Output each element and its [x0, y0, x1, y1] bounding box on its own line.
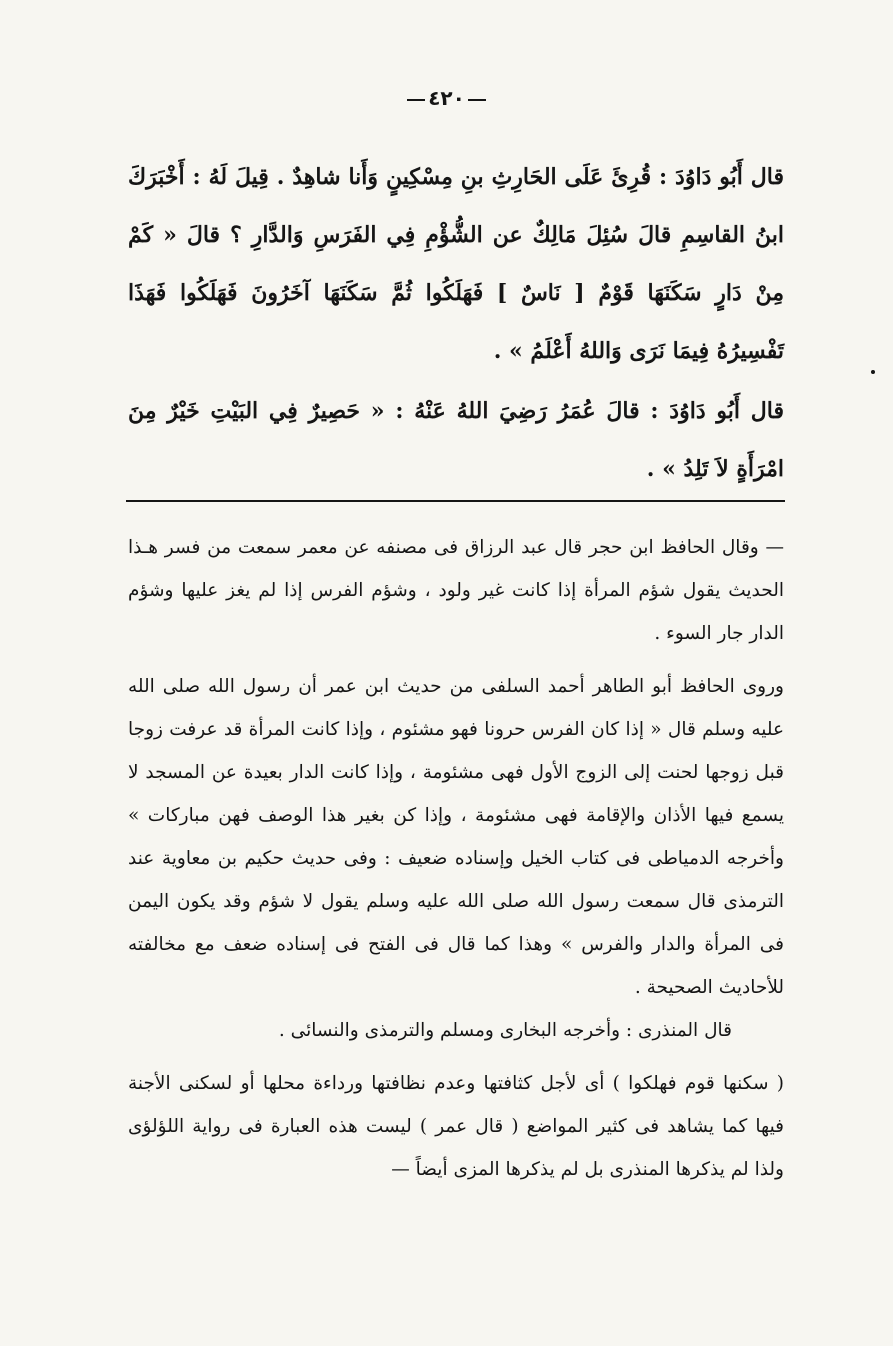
main-paragraph-2: قال أَبُو دَاوُدَ : قالَ عُمَرُ رَضِيَ اللهُ عَنْهُ : « حَصِيرٌ فِي البَيْتِ خَيْرٌ مِنَ امْرَأَةٍ لاَ تَلِدُ » .	[128, 398, 784, 482]
main-text	[128, 148, 784, 498]
page-number-dash-left	[407, 99, 425, 101]
commentary-paragraph-3: قال المنذرى : وأخرجه البخارى ومسلم والترمذى والنسائى .	[278, 1020, 732, 1041]
footnote-divider	[126, 500, 785, 502]
commentary-text	[128, 526, 784, 1191]
page-number	[0, 86, 893, 110]
commentary-paragraph-1: — وقال الحافظ ابن حجر قال عبد الرزاق فى مصنفه عن معمر سمعت من فسر هـذا الحديث يقول شؤم المرأة إذا كانت غير ولود ، وشؤم الفرس إذا لم يغز عليها وشؤم الدار جار السوء .	[128, 537, 784, 644]
commentary-paragraph-2: وروى الحافظ أبو الطاهر أحمد السلفى من حديث ابن عمر أن رسول الله صلى الله عليه وسلم قال « إذا كان الفرس حرونا فهو مشئوم ، وإذا كانت المرأة قد عرفت زوجا قبل زوجها لحنت إلى الزوج الأول فهى مشئومة ، وإذا كانت الدار بعيدة عن المسجد لا يسمع فيها الأذان والإقامة فهى مشئومة ، وإذا كن بغير هذا الوصف فهن مباركات » وأخرجه الدمياطى فى كتاب الخيل وإسناده ضعيف : وفى حديث حكيم بن معاوية عند الترمذى قال سمعت رسول الله صلى الله عليه وسلم يقول لا شؤم وقد يكون اليمن فى المرأة والدار والفرس » وهذا كما قال فى الفتح فى إسناده ضعف مع مخالفته للأحاديث الصحيحة .	[128, 676, 784, 998]
main-paragraph-1: قال أَبُو دَاوُدَ : قُرِئَ عَلَى الحَارِثِ بنِ مِسْكِينٍ وَأَنا شاهِدٌ . قِيلَ لَهُ : أَخْبَرَكَ ابنُ القاسِمِ قالَ سُئِلَ مَالِكٌ عن الشُّؤْمِ فِي الفَرَسِ وَالدَّارِ ؟ قالَ « كَمْ مِنْ دَارٍ سَكَنَهَا قَوْمٌ [ نَاسٌ ] فَهَلَكُوا ثُمَّ سَكَنَهَا آخَرُونَ فَهَلَكُوا فَهَذَا تَفْسِيرُهُ فِيمَا نَرَى وَاللهُ أَعْلَمُ » .	[128, 164, 784, 364]
commentary-paragraph-4: ( سكنها قوم فهلكوا ) أى لأجل كثافتها وعدم نظافتها ورداءة محلها أو لسكنى الأجنة فيها كما يشاهد فى كثير المواضع ( قال عمر ) ليست هذه العبارة فى رواية اللؤلؤى ولذا لم يذكرها المنذرى بل لم يذكرها المزى أيضاً —	[128, 1073, 784, 1180]
page-number-dash-right	[468, 99, 486, 101]
margin-speck	[871, 370, 875, 374]
page-number-text: ٤٢٠	[428, 86, 465, 110]
